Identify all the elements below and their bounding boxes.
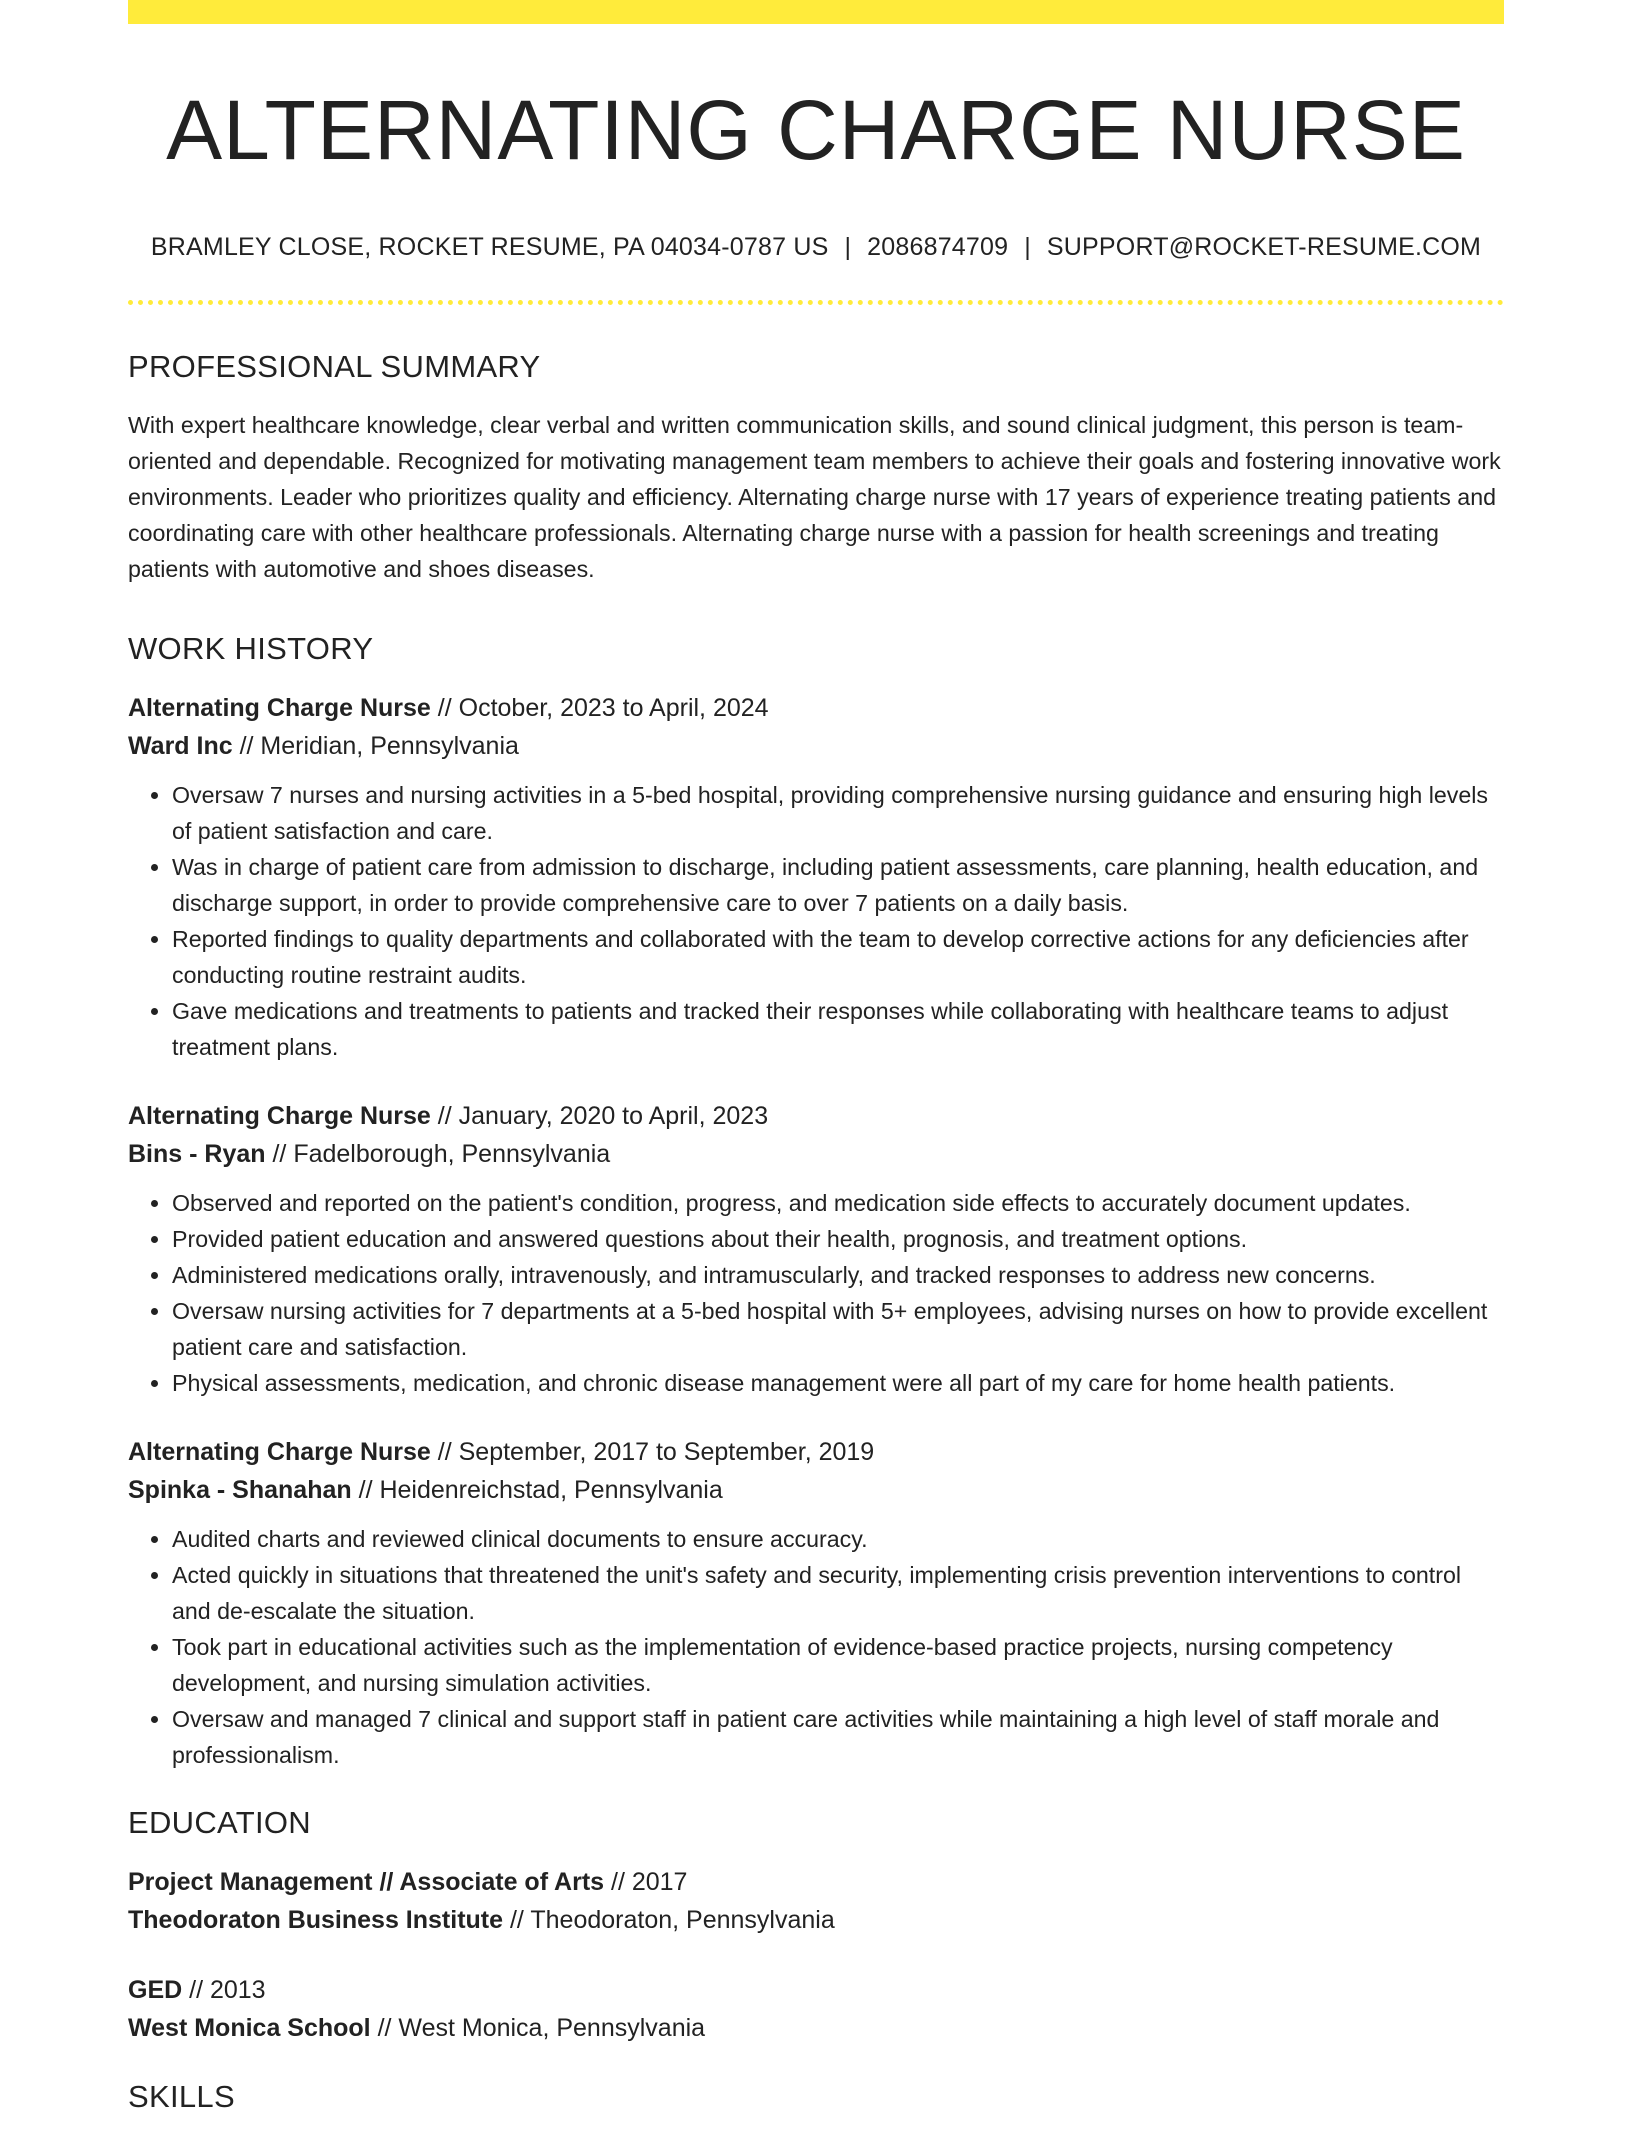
job-location: // Heidenreichstad, Pennsylvania [351, 1476, 723, 1505]
education-entry [128, 1863, 1504, 1939]
job-bullet: • Oversaw and managed 7 clinical and support staff in patient care activities while maintaining a high level of staff morale and professionalism. [172, 1701, 1504, 1773]
job-entry [128, 1097, 1504, 1401]
education-degree-line [128, 1863, 1504, 1901]
job-company: Bins - Ryan [128, 1140, 266, 1169]
contact-phone: 2086874709 [867, 233, 1009, 262]
job-dates: // October, 2023 to April, 2024 [430, 694, 769, 723]
job-entry [128, 1433, 1504, 1773]
job-bullets [128, 1185, 1504, 1401]
job-bullet: • Reported findings to quality departments and collaborated with the team to develop corrective actions for any deficiencies after conducting routine restraint audits. [172, 921, 1504, 993]
job-bullet: • Physical assessments, medication, and chronic disease management were all part of my care for home health patients. [172, 1365, 1504, 1401]
education-entry [128, 1971, 1504, 2047]
job-bullets [128, 1521, 1504, 1773]
job-bullet: • Took part in educational activities such as the implementation of evidence-based practice projects, nursing competency development, and nursing simulation activities. [172, 1629, 1504, 1701]
job-company: Ward Inc [128, 732, 233, 761]
contact-line [128, 232, 1504, 262]
job-dates: // September, 2017 to September, 2019 [430, 1438, 875, 1467]
job-bullet: • Oversaw nursing activities for 7 departments at a 5-bed hospital with 5+ employees, advising nurses on how to provide excellent patient care and satisfaction. [172, 1293, 1504, 1365]
education-degree: Project Management // Associate of Arts [128, 1868, 605, 1897]
job-location: // Meridian, Pennsylvania [232, 732, 519, 761]
job-bullet: • Observed and reported on the patient's condition, progress, and medication side effects to accurately document updates. [172, 1185, 1504, 1221]
skills-title: SKILLS [128, 2079, 235, 2115]
job-role-line [128, 1097, 1504, 1135]
job-bullet: • Provided patient education and answered questions about their health, prognosis, and treatment options. [172, 1221, 1504, 1257]
summary-title: PROFESSIONAL SUMMARY [128, 349, 541, 385]
job-bullet: • Audited charts and reviewed clinical documents to ensure accuracy. [172, 1521, 1504, 1557]
job-bullet: • Gave medications and treatments to patients and tracked their responses while collaborating with healthcare teams to adjust treatment plans. [172, 993, 1504, 1065]
job-bullets [128, 777, 1504, 1065]
contact-address: BRAMLEY CLOSE, ROCKET RESUME, PA 04034-0787 US [150, 233, 829, 262]
education-degree-line [128, 1971, 1504, 2009]
top-accent-bar [128, 0, 1504, 24]
contact-separator: | [844, 233, 852, 262]
education-location: // Theodoraton, Pennsylvania [503, 1906, 835, 1935]
job-entry [128, 689, 1504, 1065]
contact-separator: | [1024, 233, 1031, 262]
job-company: Spinka - Shanahan [128, 1476, 352, 1505]
education-year: // 2013 [182, 1976, 266, 2005]
education-degree: GED [128, 1976, 183, 2005]
job-role: Alternating Charge Nurse [128, 1102, 431, 1131]
education-location: // West Monica, Pennsylvania [370, 2014, 706, 2043]
education-year: // 2017 [604, 1868, 688, 1897]
contact-email: SUPPORT@ROCKET-RESUME.COM [1046, 233, 1482, 262]
education-school: West Monica School [128, 2014, 371, 2043]
job-role-line [128, 1433, 1504, 1471]
job-bullet: • Administered medications orally, intravenously, and intramuscularly, and tracked responses to address new concerns. [172, 1257, 1504, 1293]
job-bullet: • Acted quickly in situations that threatened the unit's safety and security, implementing crisis prevention interventions to control and de-escalate the situation. [172, 1557, 1504, 1629]
resume-name: ALTERNATING CHARGE NURSE [166, 83, 1466, 177]
job-company-line [128, 727, 1504, 765]
summary-text: With expert healthcare knowledge, clear verbal and written communication skills, and sound clinical judgment, this person is team-oriented and dependable. Recognized for motivating management team members to achieve their goals and fostering innovative work environments. Leader who prioritizes quality and efficiency. Alternating charge nurse with 17 years of experience treating patients and coordinating care with other healthcare professionals. Alternating charge nurse with a passion for health screenings and treating patients with automotive and shoes diseases. [128, 412, 1501, 583]
education-school-line [128, 2009, 1504, 2047]
job-role-line [128, 689, 1504, 727]
resume-page [128, 0, 1504, 2137]
education-school: Theodoraton Business Institute [128, 1906, 504, 1935]
job-bullet: • Was in charge of patient care from admission to discharge, including patient assessments, care planning, health education, and discharge support, in order to provide comprehensive care to over 7 patients on a daily basis. [172, 849, 1504, 921]
job-company-line [128, 1471, 1504, 1509]
job-role: Alternating Charge Nurse [128, 1438, 431, 1467]
job-company-line [128, 1135, 1504, 1173]
education-title: EDUCATION [128, 1805, 311, 1841]
work-history-title: WORK HISTORY [128, 631, 374, 667]
job-location: // Fadelborough, Pennsylvania [265, 1140, 611, 1169]
job-role: Alternating Charge Nurse [128, 694, 431, 723]
education-school-line [128, 1901, 1504, 1939]
job-dates: // January, 2020 to April, 2023 [430, 1102, 769, 1131]
dotted-divider [128, 300, 1504, 305]
job-bullet: • Oversaw 7 nurses and nursing activities in a 5-bed hospital, providing comprehensive nursing guidance and ensuring high levels of patient satisfaction and care. [172, 777, 1504, 849]
